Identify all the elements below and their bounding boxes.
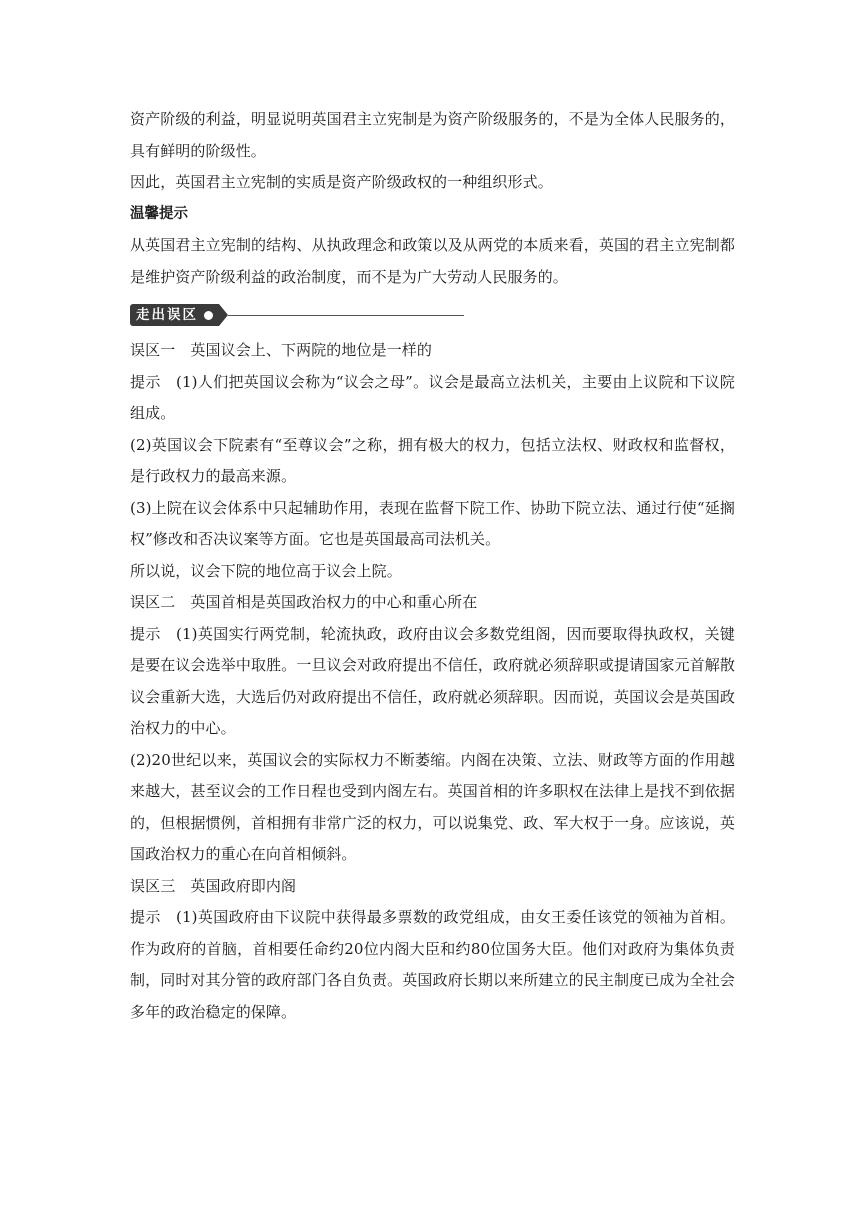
bullet-dot-icon xyxy=(204,311,213,320)
document-page xyxy=(130,104,735,1028)
paragraph: (2)英国议会下院素有“至尊议会”之称，拥有极大的权力，包括立法权、财政权和监督权，是行政权力的最高来源。 xyxy=(130,435,735,485)
paragraph: 提示 (1)英国实行两党制，轮流执政，政府由议会多数党组阁，因而要取得执政权，关键是要在议会选举中取胜。一旦议会对政府提出不信任，政府就必须辞职或提请国家元首解散议会重新大选，大选后仍对政府提出不信任，政府就必须辞职。因而说，英国议会是英国政治权力的中心。 xyxy=(130,624,735,737)
paragraph: 所以说，议会下院的地位高于议会上院。 xyxy=(130,561,402,580)
paragraph: (3)上院在议会体系中只起辅助作用，表现在监督下院工作、协助下院立法、通过行使“延搁权”修改和否决议案等方面。它也是英国最高司法机关。 xyxy=(130,498,735,548)
tip-heading: 温馨提示 xyxy=(130,205,188,222)
section-title: 走出误区 xyxy=(136,307,198,323)
misconception-title: 误区一 英国议会上、下两院的地位是一样的 xyxy=(130,341,433,359)
misconception-title: 误区二 英国首相是英国政治权力的中心和重心所在 xyxy=(130,593,478,611)
section-tag xyxy=(130,304,219,326)
paragraph: 资产阶级的利益，明显说明英国君主立宪制是为资产阶级服务的，不是为全体人民服务的，具有鲜明的阶级性。 xyxy=(130,110,735,160)
paragraph: 因此，英国君主立宪制的实质是资产阶级政权的一种组织形式。 xyxy=(130,173,553,191)
section-divider-line xyxy=(228,315,464,316)
paragraph: 提示 (1)英国政府由下议院中获得最多票数的政党组成，由女王委任该党的领袖为首相。作为政府的首脑，首相要任命约20位内阁大臣和约80位国务大臣。他们对政府为集体负责制，同时对其分管的政府部门各自负责。英国政府长期以来所建立的民主制度已成为全社会多年的政治稳定的保障。 xyxy=(130,908,735,1021)
paragraph: 提示 (1)人们把英国议会称为“议会之母”。议会是最高立法机关，主要由上议院和下议院组成。 xyxy=(130,372,735,422)
misconception-title: 误区三 英国政府即内阁 xyxy=(130,876,297,895)
section-header xyxy=(130,303,735,327)
tip-text: 从英国君主立宪制的结构、从执政理念和政策以及从两党的本质来看，英国的君主立宪制都是维护资产阶级利益的政治制度，而不是为广大劳动人民服务的。 xyxy=(130,236,735,286)
paragraph: (2)20世纪以来，英国议会的实际权力不断萎缩。内阁在决策、立法、财政等方面的作用越来越大，甚至议会的工作日程也受到内阁左右。英国首相的许多职权在法律上是找不到依据的，但根据惯例，首相拥有非常广泛的权力，可以说集党、政、军大权于一身。应该说，英国政治权力的重心在向首相倾斜。 xyxy=(130,750,735,863)
section-tag-cap xyxy=(219,304,228,326)
